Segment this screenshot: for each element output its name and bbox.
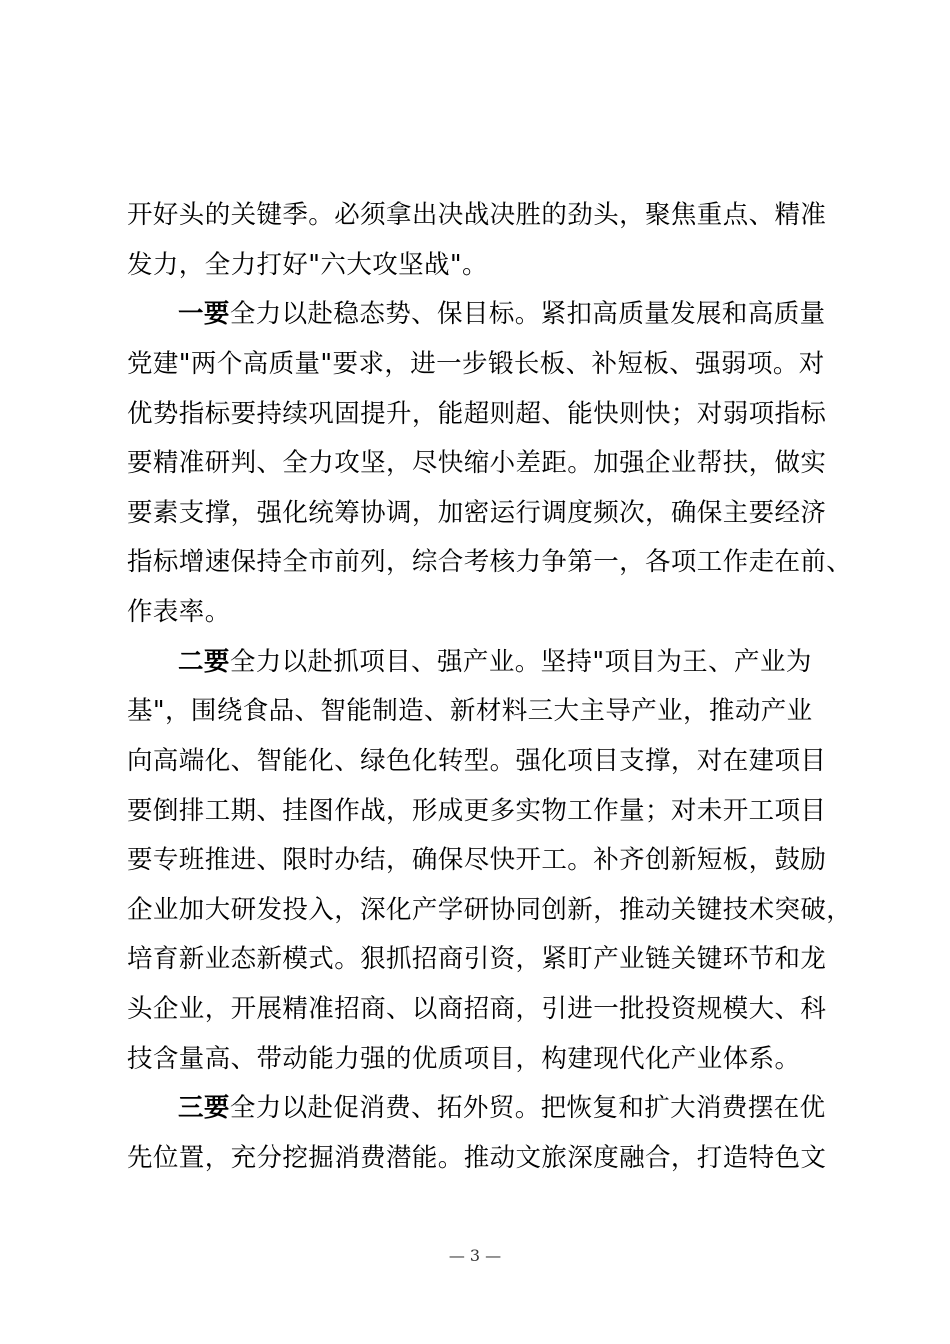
page-number: — 3 — bbox=[448, 1246, 502, 1265]
text-line: 指标增速保持全市前列，综合考核力争第一，各项工作走在前、 bbox=[127, 547, 853, 577]
text-run: 全力以赴抓项目、强产业。坚持"项目为王、产业为 bbox=[229, 647, 812, 677]
text-line: 企业加大研发投入，深化产学研协同创新，推动关键技术突破， bbox=[127, 895, 853, 925]
text-line: 优势指标要持续巩固提升，能超则超、能快则快；对弱项指标 bbox=[127, 399, 827, 429]
text-line: 先位置，充分挖掘消费潜能。推动文旅深度融合，打造特色文 bbox=[127, 1143, 827, 1173]
text-line: 头企业，开展精准招商、以商招商，引进一批投资规模大、科 bbox=[127, 994, 827, 1024]
text-line: 技含量高、带动能力强的优质项目，构建现代化产业体系。 bbox=[127, 1044, 801, 1074]
text-line: 作表率。 bbox=[127, 597, 231, 627]
text-line: 基"，围绕食品、智能制造、新材料三大主导产业，推动产业 bbox=[127, 696, 813, 726]
paragraph-lead: 三要 bbox=[178, 1093, 230, 1123]
text-line: 开好头的关键季。必须拿出决战决胜的劲头，聚焦重点、精准 bbox=[127, 200, 827, 230]
paragraph-first-line bbox=[178, 1088, 826, 1128]
text-line: 要专班推进、限时办结，确保尽快开工。补齐创新短板，鼓励 bbox=[127, 845, 827, 875]
text-run: 全力以赴稳态势、保目标。紧扣高质量发展和高质量 bbox=[229, 299, 826, 329]
paragraph-first-line bbox=[178, 642, 812, 682]
text-line: 向高端化、智能化、绿色化转型。强化项目支撑，对在建项目 bbox=[127, 746, 827, 776]
text-run: 全力以赴促消费、拓外贸。把恢复和扩大消费摆在优 bbox=[229, 1093, 826, 1123]
text-line: 党建"两个高质量"要求，进一步锻长板、补短板、强弱项。对 bbox=[127, 349, 825, 379]
paragraph-lead: 二要 bbox=[178, 647, 230, 677]
text-line: 要倒排工期、挂图作战，形成更多实物工作量；对未开工项目 bbox=[127, 796, 827, 826]
paragraph-lead: 一要 bbox=[178, 299, 230, 329]
text-line: 培育新业态新模式。狠抓招商引资，紧盯产业链关键环节和龙 bbox=[127, 944, 827, 974]
paragraph-first-line bbox=[178, 294, 826, 334]
text-line: 要素支撑，强化统筹协调，加密运行调度频次，确保主要经济 bbox=[127, 498, 827, 528]
text-line: 发力，全力打好"六大攻坚战"。 bbox=[127, 250, 488, 280]
text-line: 要精准研判、全力攻坚，尽快缩小差距。加强企业帮扶，做实 bbox=[127, 448, 827, 478]
